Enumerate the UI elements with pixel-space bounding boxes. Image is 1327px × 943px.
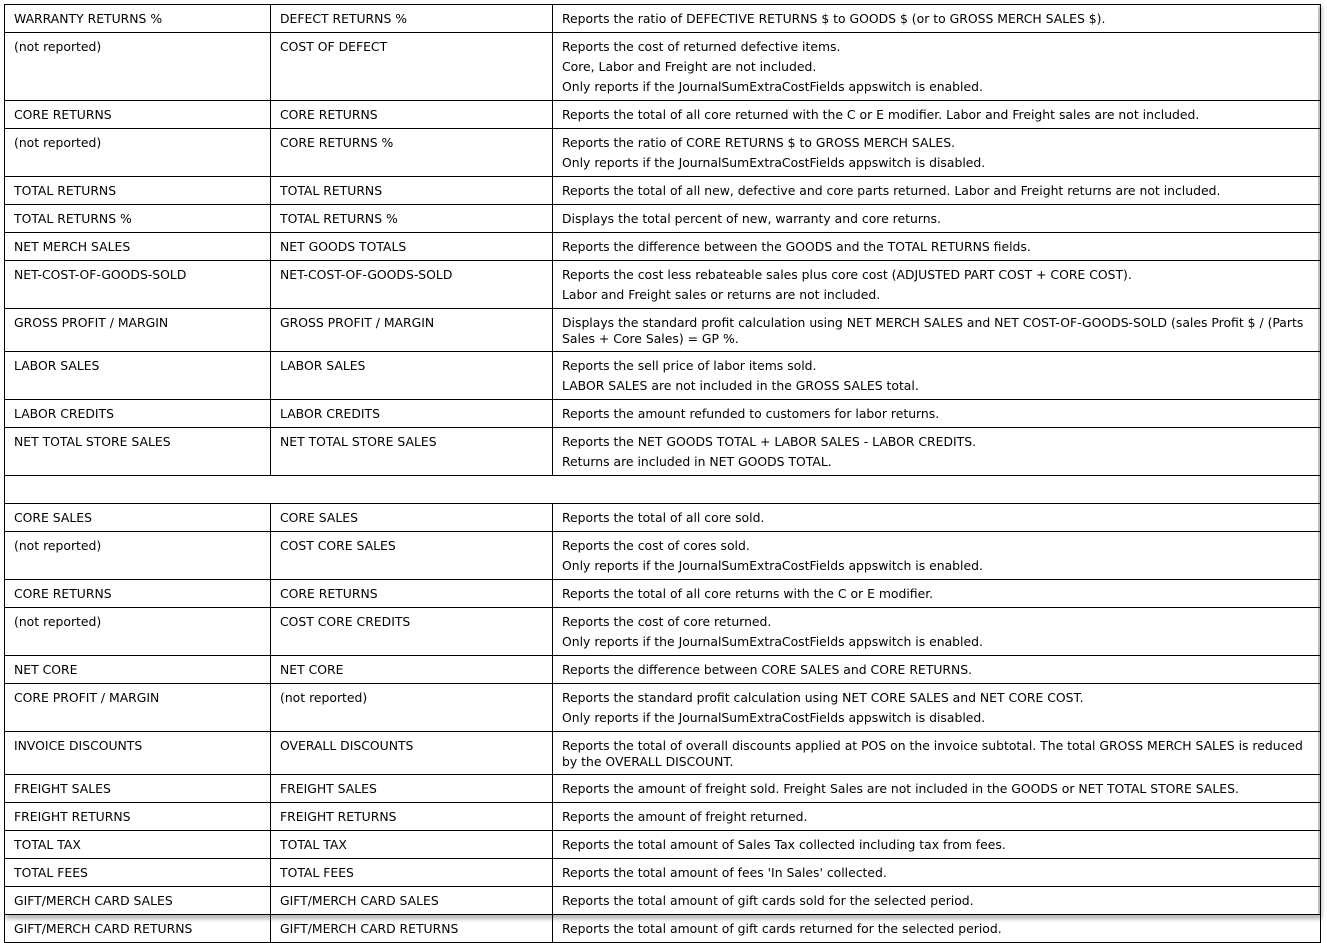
journal-field-name: NET-COST-OF-GOODS-SOLD (271, 261, 553, 309)
field-description (553, 887, 1321, 915)
journal-field-name: GIFT/MERCH CARD RETURNS (271, 915, 553, 943)
description-line: Only reports if the JournalSumExtraCostFields appswitch is enabled. (562, 558, 983, 573)
description-line: Reports the difference between CORE SALES and CORE RETURNS. (562, 662, 973, 677)
field-description (553, 608, 1321, 656)
report-field-name: (not reported) (5, 608, 271, 656)
journal-field-name: COST OF DEFECT (271, 33, 553, 101)
journal-field-name: GROSS PROFIT / MARGIN (271, 309, 553, 352)
report-field-name: CORE PROFIT / MARGIN (5, 684, 271, 732)
table-row (5, 233, 1321, 261)
description-line: Reports the total amount of gift cards sold for the selected period. (562, 893, 974, 908)
field-description (553, 504, 1321, 532)
table-row (5, 261, 1321, 309)
description-line: Reports the cost of cores sold. (562, 538, 750, 553)
report-field-name: NET TOTAL STORE SALES (5, 428, 271, 476)
field-description (553, 205, 1321, 233)
table-row (5, 205, 1321, 233)
description-line: Reports the total of all new, defective and core parts returned. Labor and Freight returns are not included. (562, 183, 1221, 198)
description-line: Returns are included in NET GOODS TOTAL. (562, 454, 832, 469)
report-field-mapping-table (4, 4, 1321, 943)
spacer-cell (5, 476, 1321, 504)
description-line: LABOR SALES are not included in the GROSS SALES total. (562, 378, 919, 393)
description-line: Reports the standard profit calculation using NET CORE SALES and NET CORE COST. (562, 690, 1084, 705)
table-row (5, 732, 1321, 775)
description-line: Reports the ratio of CORE RETURNS $ to GROSS MERCH SALES. (562, 135, 956, 150)
description-line: Reports the amount refunded to customers for labor returns. (562, 406, 940, 421)
report-field-name: FREIGHT RETURNS (5, 803, 271, 831)
description-line: Reports the total of overall discounts applied at POS on the invoice subtotal. The total GROSS MERCH SALES is reduced by the OVERALL DISCOUNT. (562, 738, 1303, 769)
report-field-name: TOTAL FEES (5, 859, 271, 887)
journal-field-name: NET GOODS TOTALS (271, 233, 553, 261)
table-row (5, 859, 1321, 887)
journal-field-name: COST CORE CREDITS (271, 608, 553, 656)
table-row (5, 775, 1321, 803)
field-description (553, 580, 1321, 608)
table-row (5, 887, 1321, 915)
table-row (5, 580, 1321, 608)
description-line: Displays the standard profit calculation using NET MERCH SALES and NET COST-OF-GOODS-SOLD (sales Profit $ / (Parts Sales + Core Sales) = GP %. (562, 315, 1304, 346)
field-description (553, 684, 1321, 732)
description-line: Reports the total amount of Sales Tax collected including tax from fees. (562, 837, 1006, 852)
report-field-name: FREIGHT SALES (5, 775, 271, 803)
report-field-name: NET-COST-OF-GOODS-SOLD (5, 261, 271, 309)
table-row (5, 309, 1321, 352)
journal-field-name: NET TOTAL STORE SALES (271, 428, 553, 476)
report-field-name: TOTAL RETURNS (5, 177, 271, 205)
description-line: Only reports if the JournalSumExtraCostFields appswitch is disabled. (562, 155, 986, 170)
report-field-name: GIFT/MERCH CARD SALES (5, 887, 271, 915)
table-row (5, 684, 1321, 732)
field-description (553, 33, 1321, 101)
journal-field-name: CORE RETURNS (271, 580, 553, 608)
field-description (553, 400, 1321, 428)
report-field-name: GIFT/MERCH CARD RETURNS (5, 915, 271, 943)
journal-field-name: TOTAL RETURNS % (271, 205, 553, 233)
table-spacer-row (5, 476, 1321, 504)
field-description (553, 177, 1321, 205)
report-field-name: NET MERCH SALES (5, 233, 271, 261)
table-row (5, 129, 1321, 177)
report-field-name: (not reported) (5, 129, 271, 177)
journal-field-name: COST CORE SALES (271, 532, 553, 580)
field-description (553, 532, 1321, 580)
journal-field-name: CORE RETURNS (271, 101, 553, 129)
table-row (5, 831, 1321, 859)
description-line: Displays the total percent of new, warranty and core returns. (562, 211, 941, 226)
table-row (5, 915, 1321, 943)
journal-field-name: GIFT/MERCH CARD SALES (271, 887, 553, 915)
table-row (5, 5, 1321, 33)
description-line: Reports the cost of returned defective items. (562, 39, 841, 54)
report-field-name: (not reported) (5, 532, 271, 580)
description-line: Reports the total amount of gift cards returned for the selected period. (562, 921, 1002, 936)
description-line: Core, Labor and Freight are not included. (562, 59, 817, 74)
journal-field-name: TOTAL RETURNS (271, 177, 553, 205)
report-field-name: LABOR SALES (5, 352, 271, 400)
table-row (5, 656, 1321, 684)
description-line: Reports the total amount of fees 'In Sales' collected. (562, 865, 887, 880)
report-field-name: LABOR CREDITS (5, 400, 271, 428)
journal-field-name: LABOR SALES (271, 352, 553, 400)
field-description (553, 732, 1321, 775)
field-description (553, 803, 1321, 831)
description-line: Reports the total of all core returns with the C or E modifier. (562, 586, 934, 601)
field-description (553, 775, 1321, 803)
report-field-name: TOTAL TAX (5, 831, 271, 859)
description-line: Reports the ratio of DEFECTIVE RETURNS $ to GOODS $ (or to GROSS MERCH SALES $). (562, 11, 1106, 26)
table-body (5, 5, 1321, 943)
journal-field-name: (not reported) (271, 684, 553, 732)
field-description (553, 129, 1321, 177)
field-description (553, 101, 1321, 129)
journal-field-name: CORE SALES (271, 504, 553, 532)
table-row (5, 177, 1321, 205)
field-description (553, 831, 1321, 859)
table-row (5, 504, 1321, 532)
table-row (5, 428, 1321, 476)
field-description (553, 656, 1321, 684)
description-line: Reports the amount of freight sold. Freight Sales are not included in the GOODS or NET TOTAL STORE SALES. (562, 781, 1239, 796)
description-line: Reports the total of all core sold. (562, 510, 765, 525)
description-line: Reports the amount of freight returned. (562, 809, 808, 824)
journal-field-name: FREIGHT SALES (271, 775, 553, 803)
field-description (553, 5, 1321, 33)
report-field-name: CORE RETURNS (5, 101, 271, 129)
table-row (5, 400, 1321, 428)
journal-field-name: TOTAL FEES (271, 859, 553, 887)
report-field-name: GROSS PROFIT / MARGIN (5, 309, 271, 352)
description-line: Reports the difference between the GOODS and the TOTAL RETURNS fields. (562, 239, 1031, 254)
journal-field-name: TOTAL TAX (271, 831, 553, 859)
table-row (5, 608, 1321, 656)
journal-field-name: LABOR CREDITS (271, 400, 553, 428)
document-frame (2, 2, 1318, 936)
table-row (5, 352, 1321, 400)
journal-field-name: FREIGHT RETURNS (271, 803, 553, 831)
field-description (553, 261, 1321, 309)
table-row (5, 101, 1321, 129)
report-field-name: CORE RETURNS (5, 580, 271, 608)
table-row (5, 532, 1321, 580)
report-field-name: WARRANTY RETURNS % (5, 5, 271, 33)
description-line: Only reports if the JournalSumExtraCostFields appswitch is disabled. (562, 710, 986, 725)
description-line: Reports the cost less rebateable sales plus core cost (ADJUSTED PART COST + CORE COST). (562, 267, 1132, 282)
report-field-name: TOTAL RETURNS % (5, 205, 271, 233)
description-line: Reports the cost of core returned. (562, 614, 772, 629)
field-description (553, 428, 1321, 476)
journal-field-name: CORE RETURNS % (271, 129, 553, 177)
report-field-name: (not reported) (5, 33, 271, 101)
description-line: Labor and Freight sales or returns are not included. (562, 287, 881, 302)
table-row (5, 803, 1321, 831)
field-description (553, 859, 1321, 887)
field-description (553, 233, 1321, 261)
report-field-name: INVOICE DISCOUNTS (5, 732, 271, 775)
description-line: Reports the total of all core returned with the C or E modifier. Labor and Freight sales are not included. (562, 107, 1200, 122)
report-field-name: NET CORE (5, 656, 271, 684)
description-line: Reports the NET GOODS TOTAL + LABOR SALES - LABOR CREDITS. (562, 434, 977, 449)
table-row (5, 33, 1321, 101)
journal-field-name: OVERALL DISCOUNTS (271, 732, 553, 775)
field-description (553, 309, 1321, 352)
report-field-name: CORE SALES (5, 504, 271, 532)
description-line: Only reports if the JournalSumExtraCostFields appswitch is enabled. (562, 79, 983, 94)
journal-field-name: DEFECT RETURNS % (271, 5, 553, 33)
field-description (553, 352, 1321, 400)
journal-field-name: NET CORE (271, 656, 553, 684)
description-line: Only reports if the JournalSumExtraCostFields appswitch is enabled. (562, 634, 983, 649)
field-description (553, 915, 1321, 943)
description-line: Reports the sell price of labor items sold. (562, 358, 817, 373)
